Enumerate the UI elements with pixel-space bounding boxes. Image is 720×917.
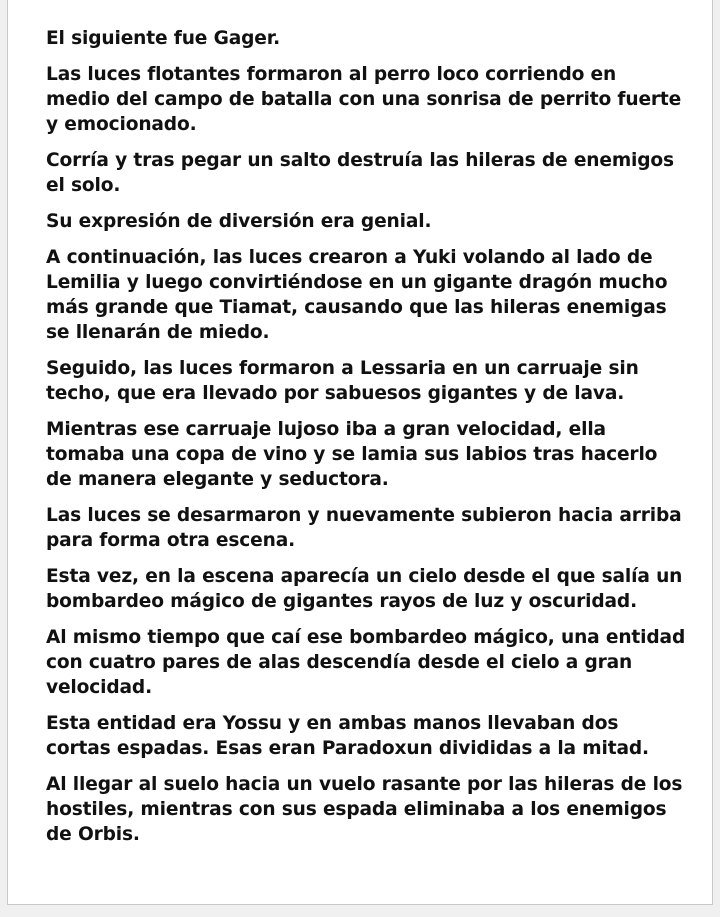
paragraph: Mientras ese carruaje lujoso iba a gran velocidad, ella tomaba una copa de vino y se lamia sus labios tras hacerlo de manera elegante y seductora. [46,419,658,490]
document-body [46,26,686,858]
document-page [7,0,713,905]
paragraph: Las luces se desarmaron y nuevamente subieron hacia arriba para forma otra escena. [46,505,682,551]
paragraph: A continuación, las luces crearon a Yuki volando al lado de Lemilia y luego convirtiéndose en un gigante dragón mucho más grande que Tiamat, causando que las hileras enemigas se llenarán de miedo. [46,247,668,343]
paragraph: Al mismo tiempo que caí ese bombardeo mágico, una entidad con cuatro pares de alas descendía desde el cielo a gran velocidad. [46,627,686,698]
paragraph: Esta entidad era Yossu y en ambas manos llevaban dos cortas espadas. Esas eran Paradoxun divididas a la mitad. [46,713,649,759]
paragraph: Su expresión de diversión era genial. [46,211,432,232]
paragraph: Esta vez, en la escena aparecía un cielo desde el que salía un bombardeo mágico de gigantes rayos de luz y oscuridad. [46,566,683,612]
paragraph: Corría y tras pegar un salto destruía las hileras de enemigos el solo. [46,150,674,196]
paragraph: Seguido, las luces formaron a Lessaria en un carruaje sin techo, que era llevado por sabuesos gigantes y de lava. [46,358,639,404]
paragraph: El siguiente fue Gager. [46,28,281,49]
paragraph: Las luces flotantes formaron al perro loco corriendo en medio del campo de batalla con una sonrisa de perrito fuerte y emocionado. [46,64,682,135]
paragraph: Al llegar al suelo hacia un vuelo rasante por las hileras de los hostiles, mientras con sus espada eliminaba a los enemigos de Orbis. [46,774,683,845]
